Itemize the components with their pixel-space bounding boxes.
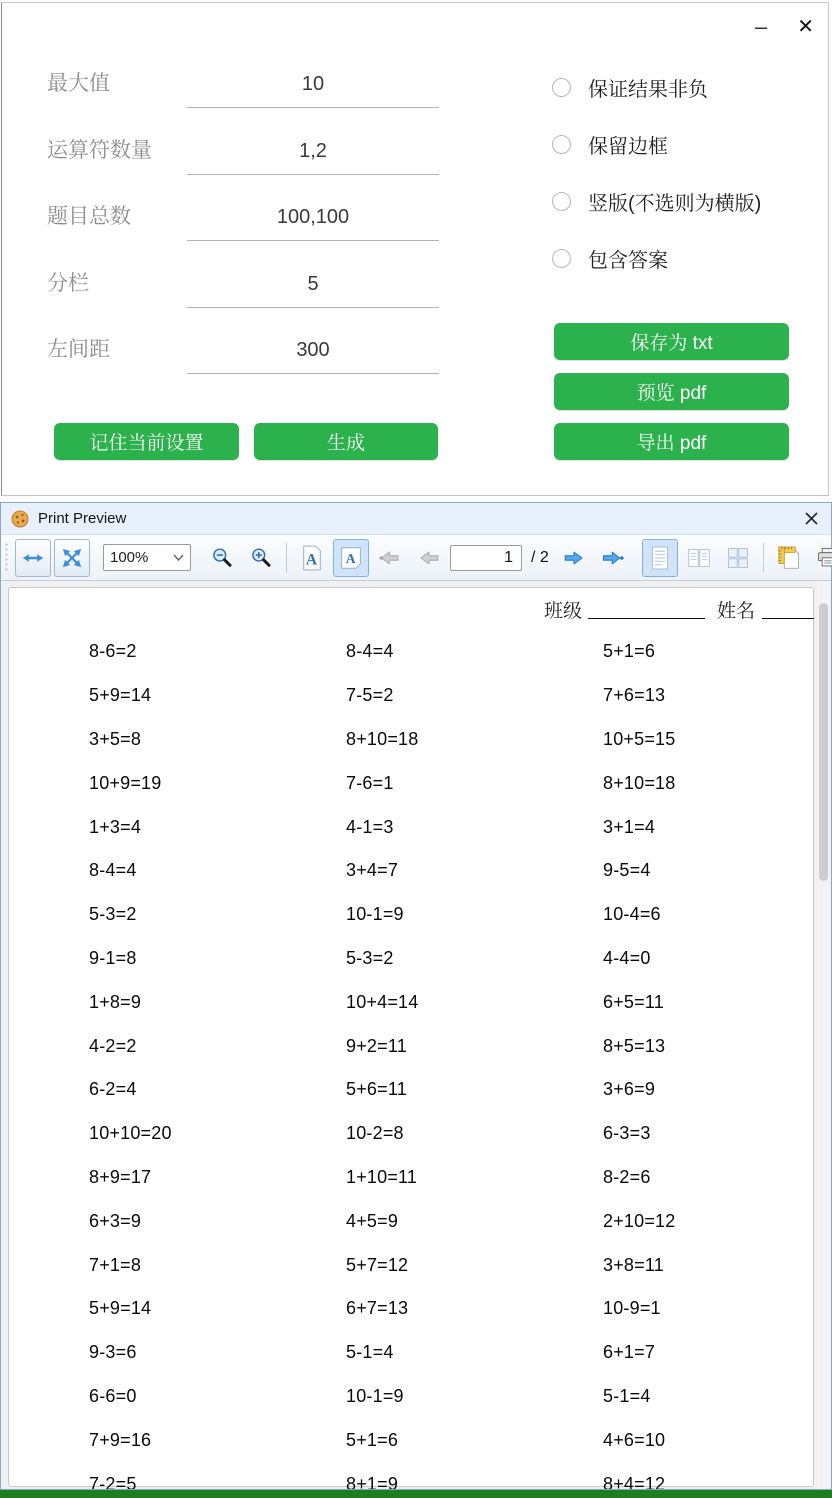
- next-page-button[interactable]: [556, 539, 592, 577]
- problems-column: [603, 630, 831, 1489]
- settings-field-row: [47, 253, 447, 320]
- preview-viewport: [1, 581, 831, 1489]
- two-page-view-icon: [688, 543, 710, 573]
- fit-width-icon: [22, 547, 44, 569]
- prev-page-button[interactable]: [411, 539, 447, 577]
- problems-column: [346, 630, 603, 1489]
- problem-item: 5+9=14: [89, 1298, 152, 1319]
- page-number-input[interactable]: [450, 545, 522, 571]
- problem-item: 2+10=12: [603, 1210, 676, 1231]
- radio-icon[interactable]: [552, 78, 571, 97]
- problem-item: 1+10=11: [346, 1166, 418, 1187]
- problem-item: 4-2=2: [89, 1035, 137, 1056]
- zoom-in-icon: [250, 544, 272, 572]
- vertical-scrollbar[interactable]: [817, 581, 830, 1489]
- single-page-view-button[interactable]: [642, 539, 678, 577]
- problem-item: 10+5=15: [603, 728, 676, 749]
- problem-item: 10-9=1: [603, 1298, 661, 1319]
- toolbar-separator: [286, 543, 287, 573]
- landscape-page-icon: [340, 544, 362, 572]
- problem-item: 6-2=4: [89, 1079, 137, 1100]
- field-label: 分栏: [47, 271, 89, 295]
- settings-options: [552, 59, 761, 287]
- problem-item: 3+8=11: [603, 1254, 664, 1275]
- close-icon[interactable]: ✕: [797, 16, 814, 38]
- radio-option[interactable]: [552, 59, 761, 116]
- four-page-view-icon: [727, 543, 749, 573]
- minimize-icon[interactable]: –: [754, 14, 768, 39]
- page-setup-button[interactable]: [771, 539, 807, 577]
- problem-item: 6+1=7: [603, 1342, 656, 1363]
- export-pdf-button[interactable]: 导出 pdf: [554, 423, 789, 460]
- problem-item: 9-1=8: [89, 947, 137, 968]
- problem-item: 10-1=9: [346, 904, 404, 925]
- zoom-out-button[interactable]: [204, 539, 240, 577]
- field-value-input[interactable]: 5: [187, 265, 439, 308]
- window-title: Print Preview: [38, 510, 127, 527]
- print-preview-titlebar: [1, 503, 831, 535]
- zoom-out-icon: [211, 544, 233, 572]
- fit-page-button[interactable]: [54, 539, 90, 577]
- field-label: 左间距: [47, 338, 110, 361]
- problem-item: 10+9=19: [89, 772, 162, 793]
- landscape-orientation-button[interactable]: [333, 539, 369, 577]
- two-page-view-button[interactable]: [681, 539, 717, 577]
- toolbar-separator: [763, 543, 764, 573]
- svg-text:A: A: [305, 550, 318, 568]
- problem-item: 9-5=4: [603, 860, 651, 881]
- field-label: 题目总数: [47, 205, 131, 228]
- problem-item: 7+6=13: [603, 685, 666, 706]
- background-green-strip: [0, 1490, 832, 1498]
- problem-item: 5+1=6: [346, 1429, 399, 1450]
- field-value-input[interactable]: 10: [187, 65, 439, 108]
- problem-item: 8+5=13: [603, 1035, 666, 1056]
- portrait-page-icon: [301, 544, 323, 572]
- problem-item: 8-6=2: [89, 641, 137, 662]
- problem-item: 10-4=6: [603, 904, 661, 925]
- problem-item: 5-1=4: [346, 1342, 394, 1363]
- scrollbar-thumb[interactable]: [819, 603, 828, 881]
- problem-item: 6+7=13: [346, 1298, 409, 1319]
- print-button[interactable]: [810, 539, 832, 577]
- problem-item: 8+10=18: [603, 772, 676, 793]
- problem-item: 8-2=6: [603, 1166, 651, 1187]
- radio-icon[interactable]: [552, 249, 571, 268]
- first-page-button[interactable]: [372, 539, 408, 577]
- single-page-view-icon: [649, 543, 671, 573]
- problem-item: 8+1=9: [346, 1473, 399, 1489]
- radio-icon[interactable]: [552, 192, 571, 211]
- print-preview-window: [0, 502, 832, 1490]
- prev-page-icon: [418, 546, 440, 570]
- problem-item: 7-2=5: [89, 1473, 137, 1489]
- problem-item: 7-5=2: [346, 685, 394, 706]
- problem-item: 5+7=12: [346, 1254, 409, 1275]
- field-label: 最大值: [47, 72, 110, 95]
- radio-option[interactable]: [552, 230, 761, 287]
- problem-item: 9+2=11: [346, 1035, 407, 1056]
- problem-item: 4+6=10: [603, 1429, 666, 1450]
- fit-page-icon: [61, 546, 83, 570]
- problem-item: 9-3=6: [89, 1342, 137, 1363]
- zoom-level-value: 100%: [110, 549, 149, 566]
- problem-item: 6+5=11: [603, 991, 664, 1012]
- worksheet-page: [8, 587, 814, 1487]
- problem-item: 10-2=8: [346, 1123, 404, 1144]
- svg-text:A: A: [345, 550, 356, 566]
- chevron-down-icon: [173, 554, 184, 561]
- close-icon[interactable]: [804, 511, 819, 526]
- problem-item: 7+9=16: [89, 1429, 152, 1450]
- settings-field-row: [47, 53, 447, 120]
- problem-item: 10+4=14: [346, 991, 419, 1012]
- last-page-icon: [602, 546, 624, 570]
- problem-item: 3+5=8: [89, 728, 142, 749]
- problem-item: 8-4=4: [346, 641, 394, 662]
- radio-icon[interactable]: [552, 135, 571, 154]
- class-label: 班级: [544, 601, 583, 622]
- problems-column: [89, 630, 346, 1489]
- problem-item: 1+3=4: [89, 816, 142, 837]
- problem-item: 5-3=2: [346, 947, 394, 968]
- radio-label: 保留边框: [588, 136, 668, 158]
- print-preview-toolbar: [1, 535, 831, 581]
- name-label: 姓名: [717, 601, 756, 622]
- zoom-level-select[interactable]: [103, 544, 191, 571]
- window-controls: [754, 14, 814, 39]
- problem-item: 1+8=9: [89, 991, 142, 1012]
- problem-item: 7-6=1: [346, 772, 394, 793]
- settings-field-row: [47, 319, 447, 386]
- class-blank-line: [588, 618, 705, 619]
- radio-label: 包含答案: [588, 250, 668, 272]
- problem-item: 4+5=9: [346, 1210, 399, 1231]
- problem-item: 6-6=0: [89, 1385, 137, 1406]
- preview-pdf-button[interactable]: 预览 pdf: [554, 373, 789, 410]
- page-total-label: / 2: [531, 548, 549, 566]
- problem-item: 3+6=9: [603, 1079, 656, 1100]
- portrait-orientation-button[interactable]: [294, 539, 330, 577]
- field-value-input[interactable]: 100,100: [187, 198, 439, 241]
- remember-settings-button[interactable]: 记住当前设置: [54, 423, 239, 460]
- problem-item: 6-3=3: [603, 1123, 651, 1144]
- problem-item: 5+1=6: [603, 641, 656, 662]
- settings-field-row: [47, 186, 447, 253]
- save-txt-button[interactable]: 保存为 txt: [554, 323, 789, 360]
- problem-item: 5-1=4: [603, 1385, 651, 1406]
- problem-item: 5+9=14: [89, 685, 152, 706]
- radio-label: 保证结果非负: [588, 79, 708, 101]
- radio-option[interactable]: [552, 173, 761, 230]
- problem-item: 4-1=3: [346, 816, 394, 837]
- radio-label: 竖版(不选则为横版): [588, 193, 762, 215]
- problem-item: 4-4=0: [603, 947, 651, 968]
- problem-item: 8+9=17: [89, 1166, 152, 1187]
- problem-item: 3+1=4: [603, 816, 656, 837]
- page-setup-icon: [778, 543, 800, 573]
- generate-button[interactable]: 生成: [254, 423, 438, 460]
- problem-item: 5-3=2: [89, 904, 137, 925]
- problem-item: 6+3=9: [89, 1210, 142, 1231]
- first-page-icon: [379, 546, 401, 570]
- fit-width-button[interactable]: [15, 539, 51, 577]
- app-icon: [11, 510, 29, 528]
- problem-item: 7+1=8: [89, 1254, 142, 1275]
- settings-window: [1, 2, 829, 496]
- problem-item: 3+4=7: [346, 860, 399, 881]
- problem-item: 8+4=12: [603, 1473, 666, 1489]
- close-x-glyph: [804, 511, 819, 526]
- problem-item: 5+6=11: [346, 1079, 407, 1100]
- name-blank-line: [762, 618, 814, 619]
- radio-option[interactable]: [552, 116, 761, 173]
- field-value-input[interactable]: 300: [187, 331, 439, 374]
- last-page-button[interactable]: [595, 539, 631, 577]
- field-value-input[interactable]: 1,2: [187, 132, 439, 175]
- problem-item: 10-1=9: [346, 1385, 404, 1406]
- problem-item: 10+10=20: [89, 1123, 172, 1144]
- toolbar-gripper[interactable]: [4, 542, 9, 573]
- settings-field-row: [47, 120, 447, 187]
- problems-grid: [89, 630, 831, 1489]
- field-label: 运算符数量: [47, 138, 152, 162]
- problem-item: 8-4=4: [89, 860, 137, 881]
- settings-fields: [47, 53, 447, 386]
- printer-icon: [817, 544, 832, 571]
- zoom-in-button[interactable]: [243, 539, 279, 577]
- problem-item: 8+10=18: [346, 728, 419, 749]
- four-page-view-button[interactable]: [720, 539, 756, 577]
- next-page-icon: [563, 546, 585, 570]
